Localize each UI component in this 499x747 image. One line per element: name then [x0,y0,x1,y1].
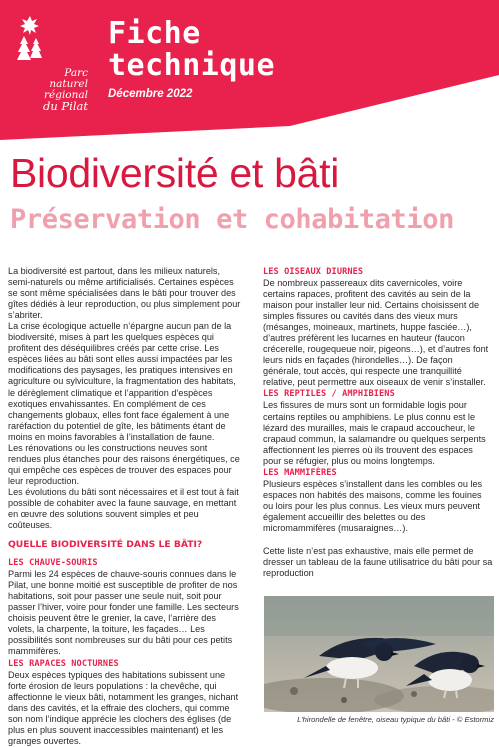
logo-line: du Pilat [43,99,88,113]
doc-type [108,18,275,100]
doc-type-line2: technique [108,48,276,83]
logo-line: naturel [49,78,88,90]
doc-type-line1: Fiche [108,16,201,51]
swallows-photo [264,596,494,712]
bats-paragraph: Parmi les 24 espèces de chauve-souris connues dans le Pilat, une bonne moitié est susceptible de profiter de nos habitations, soit pour passer une seule nuit, soit pour passer l’hiver, voire pour fonder une famille. Les secteurs choisis peuvent être le grenier, la cave, l’arrière des volets, la charpente, la toiture, les façades… Les possibilités sont nombreuses sur du bâti pour ces petits mammifères. [8,569,239,657]
logo-line: Parc [64,67,88,79]
subheading-mammals: LES MAMMIFÈRES [263,467,337,478]
left-column [8,266,242,747]
intro-paragraph: La crise écologique actuelle n’épargne aucun pan de la biodiversité, mises à part les quelques espèces qui profitent des déséquilibres créés par cette crise. Les espèces liées au bâti sont elles aussi impactées par les modifications des paysages, les pratiques intensives en agriculture ou sylviculture, la fragmentation des habitats, le dérèglement climatique et l’apparition d’espèces exotiques envahissantes. En complément de ces changements globaux, elles font face également à une raréfaction du potentiel de gîte, les bâtiments étant de moins en moins favorables à l’installation de faune. [8,321,236,442]
header-banner [0,0,499,140]
tree-logo-icon [10,14,50,64]
doc-date: Décembre 2022 [108,88,193,100]
right-column [263,266,493,579]
park-name [43,68,88,112]
section-heading: QUELLE BIODIVERSITÉ DANS LE BÂTI? [8,539,203,551]
reptiles-paragraph: Les fissures de murs sont un formidable logis pour certains reptiles ou amphibiens. Le plus connu est le lézard des murailles, mais le crapaud accoucheur, le crapaud commun, la salamandre ou quelques serpents affectionnent les pierres où ils trouvent des espaces pour se réfugier, plus ou moins longtemps. [263,400,486,466]
birds-paragraph: De nombreux passereaux dits cavernicoles, voire certains rapaces, profitent des cavités au sein de la maison pour installer leur nid. Certains choisissent de simples fissures ou cavités dans des vieux murs (mésanges, moineaux, martinets, huppe fasciée…), d’autres préfèrent les lucarnes en hauteur (faucon crécerelle, rougequeue noir, pigeons…), et d’autres font leurs nids en façades (hirondelles…). De façon générale, tout accès, qui respecte une tranquillité relative, peut permettre aux oiseaux de venir s’installer. [263,278,489,388]
photo-caption: L’hirondelle de fenêtre, oiseau typique du bâti - © Estormiz [297,715,494,724]
subheading-reptiles: LES REPTILES / AMPHIBIENS [263,389,395,400]
subheading-birds: LES OISEAUX DIURNES [263,267,364,277]
subheading-bats: LES CHAUVE-SOURIS [8,558,98,569]
intro-paragraph: Les évolutions du bâti sont nécessaires et il est tout à fait possible de cohabiter avec la faune sauvage, en mettant en œuvre des solutions souvent simples et peu coûteuses. [8,486,239,531]
subheading-raptors: LES RAPACES NOCTURNES [8,658,119,669]
logo-line: régional [43,89,88,101]
intro-paragraph: Les rénovations ou les constructions neuves sont rendues plus étanches pour des raisons énergétiques, ce qui empêche ces espèces de trouver des espaces pour leur reproduction. [8,442,240,486]
closing-paragraph: Cette liste n’est pas exhaustive, mais elle permet de dresser un tableau de la faune utilisatrice du bâti pour sa reproduction [263,545,493,579]
intro-paragraph: La biodiversité est partout, dans les milieux naturels, semi-naturels ou même artificialisés. Certaines espèces se sont même spécialisées dans le bâti pour trouver des gîtes dédiés à leur reproduction, ou plus simplement pour s’abriter. [8,266,241,321]
page-title: Biodiversité et bâti [10,150,340,196]
raptors-paragraph: Deux espèces typiques des habitations subissent une forte érosion de leurs populations : la chevêche, qui affectionne le vieux bâti, notamment les granges, nichant dans des cavités, et la effraie des clochers, qui comme son nom l’indique apprécie les clochers des églises (de plus en plus souvent inaccessibles maintenant) et les granges ouvertes. [8,669,239,746]
page-subtitle: Préservation et cohabitation [10,204,454,235]
mammals-paragraph: Plusieurs espèces s’installent dans les combles ou les espaces non habités des maisons, comme les fouines ou loirs pour les plus connus. Les vieux murs peuvent également accueillir des belettes ou des micromammifères (musaraignes…). [263,478,483,533]
swallows-photo-image [264,596,494,712]
park-logo [8,14,88,129]
